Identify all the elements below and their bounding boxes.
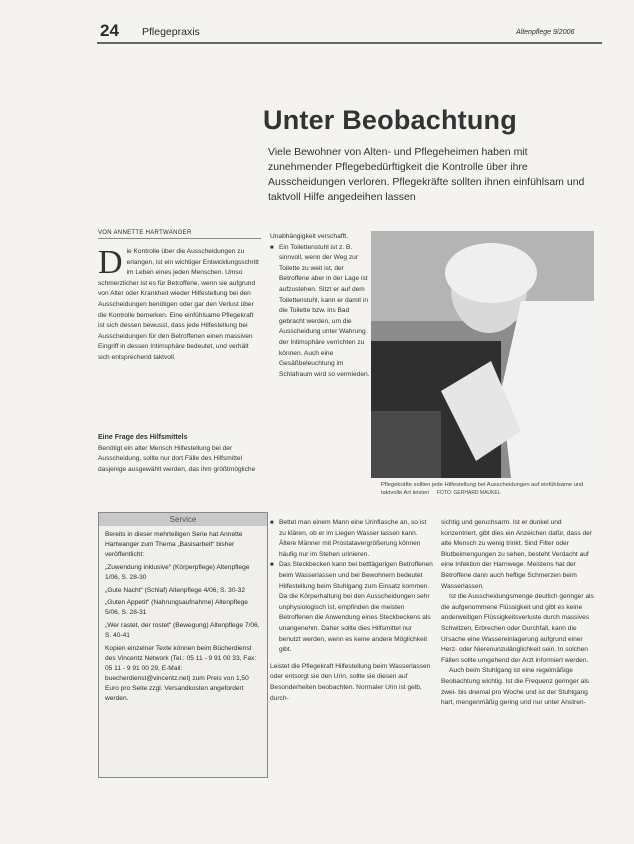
article-lead: Viele Bewohner von Alten- und Pflegeheimen haben mit zunehmender Pflegebedürftigkeit die Kontrolle über ihre Ausscheidungen verloren. Pflegekräfte sollten ihnen einfühlsam und taktvoll Hilfe angedeihen lassen: [268, 146, 585, 203]
column2-bottom: [270, 518, 433, 704]
section-hilfsmittel: [98, 433, 261, 475]
column3-paragraph: Ist die Ausscheidungsmenge deutlich geringer als die aufgenommene Flüssigkeit und gibt es keine anderweitigen Flüssigkeitsverluste durch massives Schwitzen, Erbrechen oder Durchfall, kann die Ursache eine Wassereinlagerung aufgrund einer Herz- oder Nierenunzulänglichkeit sein. In solchen Fällen sollte umgehend der Arzt informiert werden.: [441, 593, 594, 664]
header-rule: [97, 42, 602, 44]
intro-text: ie Kontrolle über die Ausscheidungen zu erlangen, ist ein wichtiger Entwicklungsschritt im Leben eines jeden Menschen. Umso schmerzlicher ist es für Betroffene, wenn sie aufgrund von Alter oder Krankheit wieder Hilfestellung bei den Ausscheidungen benötigen oder gar den Verlust über die Kontrolle bemerken. Eine einfühlsame Pflegekraft ist sich dessen bewusst, dass jede Hilfestellung bei Ausscheidungen für den Betroffenen einen massiven Eingriff in dessen Intimsphäre bedeutet, und verhält sich entsprechend taktvoll.: [98, 248, 259, 361]
photo-credit: FOTO: GERHARD MAUKEL: [436, 490, 501, 496]
article-title: Unter Beobachtung: [263, 105, 517, 135]
service-box: [98, 512, 268, 778]
section-label: Pflegepraxis: [142, 26, 200, 38]
article-photo: [371, 231, 594, 478]
service-item: „Guten Appetit“ (Nahrungsaufnahme) Altenpflege 5/06, S. 28-31: [105, 599, 248, 617]
byline-rule: [98, 238, 261, 239]
bullet-urinflasche: ■ Bettet man einem Mann eine Urinflasche an, so ist zu klären, ob er im Liegen Wasser lassen kann. Ältere Männer mit Prostatavergrößerung können häufig nur im Stehen urinieren.: [279, 518, 433, 560]
service-item: „Wer rastet, der rostet“ (Bewegung) Altenpflege 7/06, S. 40-41: [105, 622, 260, 640]
section-text: Benötigt ein alter Mensch Hilfestellung bei der Ausscheidung, sollte nur dort Fälle des Hilfsmittel dasjenige ausgewählt werden, das ihm größtmögliche: [98, 444, 256, 473]
photo-hair: [445, 243, 537, 303]
column3-paragraph: Auch beim Stuhlgang ist eine regelmäßige Beobachtung wichtig. Ist die Frequenz geringer als zwei- bis dreimal pro Woche und ist der Stuhlgang hart, mengenmäßig gering und nur unter Anstren-: [441, 667, 590, 707]
photo-caption: [381, 481, 596, 497]
column3: [441, 518, 597, 709]
photo-bed: [371, 411, 441, 478]
column2-closing: Leistet die Pflegekraft Hilfestellung beim Wasserlassen oder entsorgt sie den Urin, sollte sie diesen auf Besonderheiten beobachten. Normaler Urin ist gelb, durch-: [270, 662, 431, 702]
service-footer: Kopien einzelner Texte können beim Bücherdienst des Vincentz Network (Tel.: 05 11 - 9 91 00 33, Fax: 05 11 - 9 91 00 29, E-Mail: buecherdienst@vincentz.net) zum Preis von 1,50 Euro pro Seite zzgl. Versandkosten angefordert werden.: [105, 645, 257, 702]
caption-text: Pflegekräfte sollten jede Hilfestellung bei Ausscheidungen auf einfühlsame und taktvolle Art leisten: [381, 482, 584, 496]
service-intro: Bereits in dieser mehrteiligen Serie hat Annette Hartwanger zum Thema „Basisarbeit“ bisher veröffentlicht:: [105, 531, 243, 558]
column2-top: [270, 232, 372, 380]
dropcap: D: [98, 244, 123, 281]
section-heading: Eine Frage des Hilfsmittels: [98, 434, 188, 441]
bullet-steckbecken: ■ Das Steckbecken kann bei bettlägerigen Betroffenen beim Wasserlassen und bei Bewohnern bedeutet Hilfestellung beim Stuhlgang zum Einsatz kommen. Da die Körperhaltung bei den Ausscheidungen sehr unphysiologisch ist, empfinden die meisten Betroffenen die Anwendung eines Steckbeckens als unangenehm. Daher sollte dies Hilfsmittel nur benutzt werden, wenn es keine andere Möglichkeit gibt.: [279, 560, 433, 655]
journal-issue: Altenpflege 9/2006: [516, 29, 575, 36]
service-heading: Service: [99, 513, 267, 526]
page-number: 24: [100, 21, 119, 40]
byline: VON ANNETTE HARTWANGER: [98, 230, 192, 236]
service-item: „Gute Nacht“ (Schlaf) Altenpflege 4/06, S. 30-32: [105, 586, 246, 594]
column3-paragraph: sichtig und geruchsarm. Ist er dunkel und konzentriert, gibt dies ein Anzeichen dafür, dass der alte Mensch zu wenig trinkt. Sind Filter oder Blutbeimengungen zu sehen, besteht Verdacht auf eine Infektion der Harnwege. Meistens hat der Betroffene dann auch heftige Schmerzen beim Wasserlassen.: [441, 519, 593, 590]
column2-intro: Unabhängigkeit verschafft.: [270, 233, 348, 240]
intro-paragraph: [98, 244, 261, 364]
service-item: „Zuwendung inklusive“ (Körperpflege) Altenpflege 1/06, S. 28-30: [105, 563, 250, 581]
bullet-toilettenstuhl: ■ Ein Toilettenstuhl ist z. B. sinnvoll, wenn der Weg zur Toilette zu weit ist, der Betroffene aber in der Lage ist aufzustehen. Sitzt er auf dem Toilettenstuhl, kann er damit in die Toilette bzw. ins Bad gebracht werden, um die Ausscheidung unter Wahrung der Intimsphäre verrichten zu können. Auch eine Gesäßbeleuchtung im Schlafraum wird so vermieden.: [279, 243, 372, 381]
